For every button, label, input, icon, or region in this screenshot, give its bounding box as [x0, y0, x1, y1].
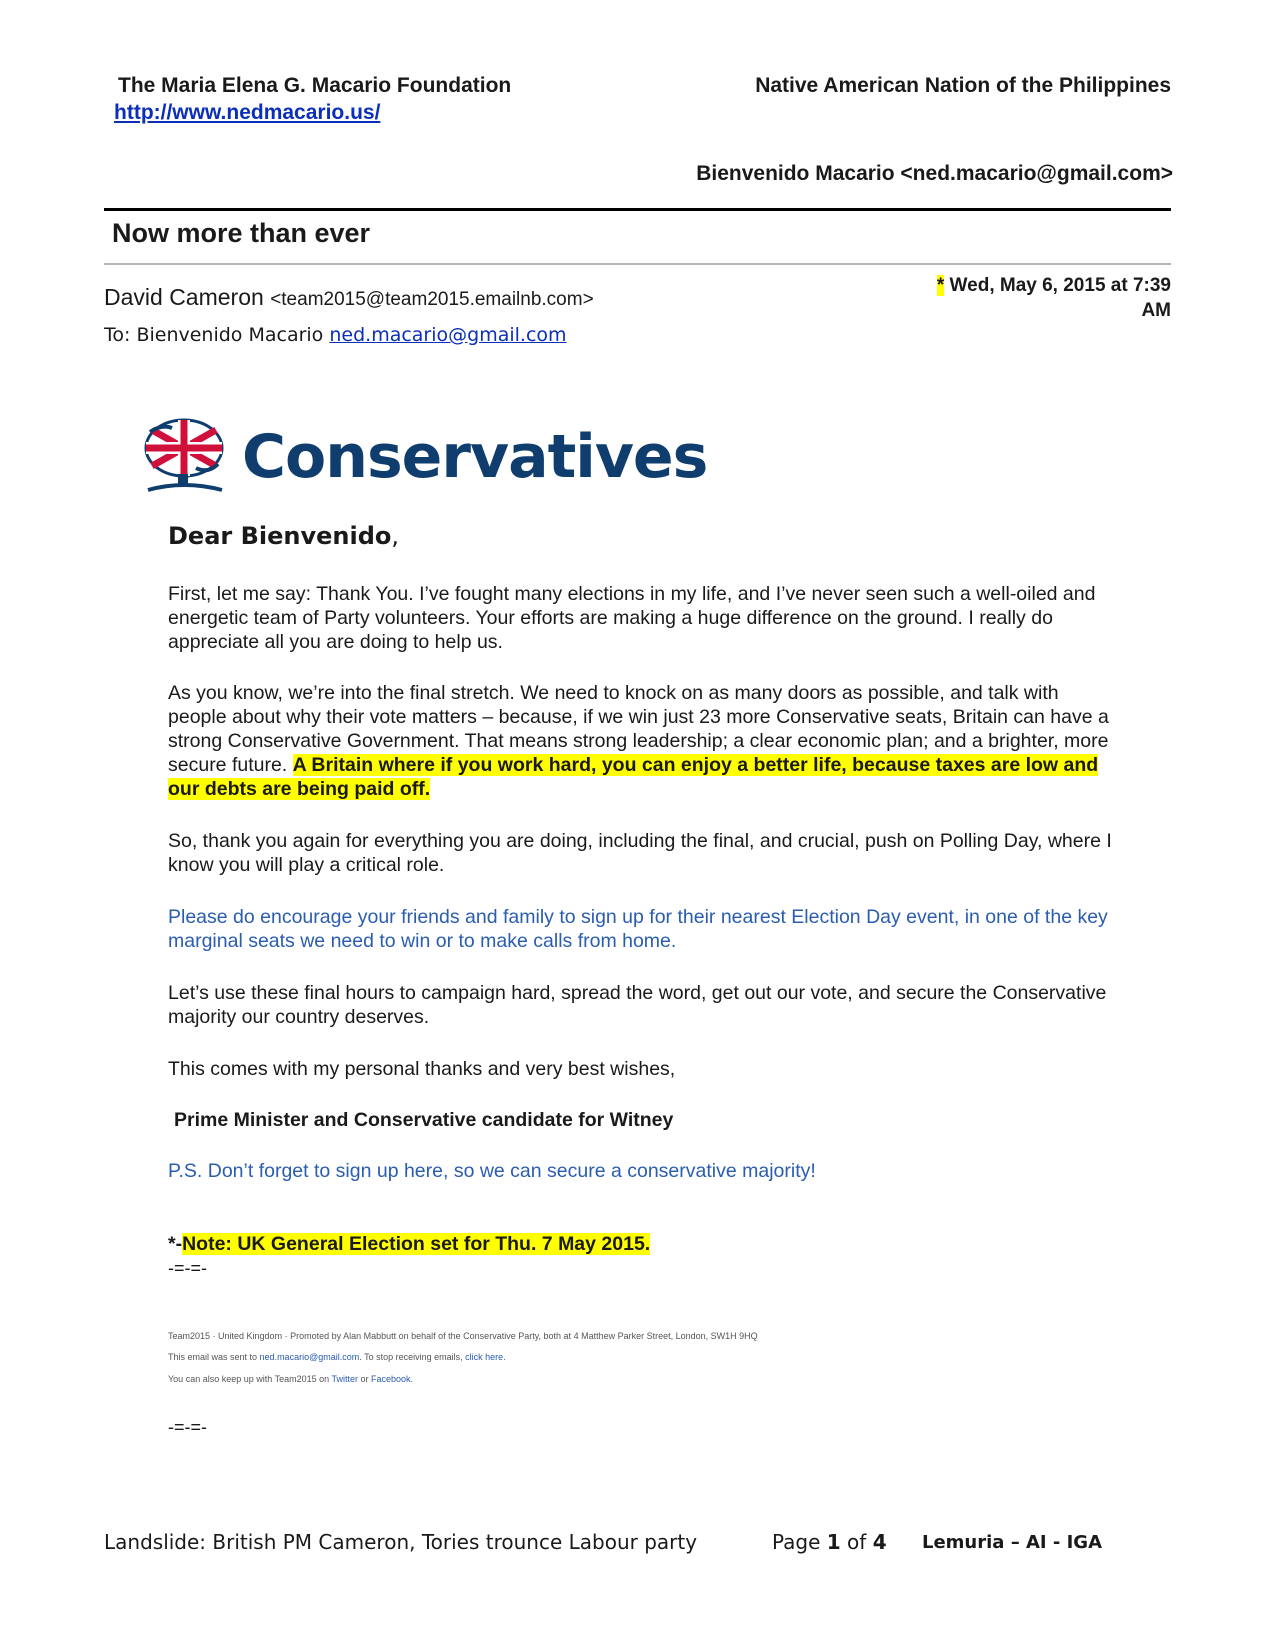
footer-title: Landslide: British PM Cameron, Tories trounce Labour party	[104, 1530, 698, 1554]
to-address-link[interactable]: ned.macario@gmail.com	[329, 324, 567, 346]
greeting-name: Dear Bienvenido	[168, 522, 392, 550]
fine-print-sent-to: This email was sent to	[168, 1352, 260, 1362]
page-of: of	[840, 1530, 873, 1554]
facebook-link[interactable]: Facebook	[371, 1374, 411, 1384]
header-divider	[104, 208, 1171, 211]
election-day-signup-link[interactable]: Please do encourage your friends and family to sign up for their nearest Election Day event, in one of the key marginal seats we need to win or to make calls from home.	[168, 906, 1108, 952]
paragraph-best-wishes: This comes with my personal thanks and very best wishes,	[168, 1058, 676, 1080]
email-date	[871, 273, 1171, 323]
sender-line	[104, 284, 594, 311]
date-line1: Wed, May 6, 2015 at 7:39	[944, 275, 1171, 296]
fine-print-stop: . To stop receiving emails,	[359, 1352, 466, 1362]
recipient-header: Bienvenido Macario <ned.macario@gmail.com>	[696, 162, 1173, 185]
signature-title: Prime Minister and Conservative candidate for Witney	[174, 1109, 674, 1131]
paragraph-final-stretch	[168, 681, 1113, 801]
date-line2: AM	[1141, 300, 1171, 321]
fine-print-unsubscribe	[168, 1352, 506, 1362]
footer-org: Lemuria – AI - IGA	[922, 1532, 1103, 1553]
ps-signup-link[interactable]: P.S. Don’t forget to sign up here, so we can secure a conservative majority!	[168, 1160, 816, 1182]
twitter-link[interactable]: Twitter	[331, 1374, 358, 1384]
paragraph-polling-day: So, thank you again for everything you are doing, including the final, and crucial, push on Polling Day, where I know you will play a critical role.	[168, 830, 1112, 876]
nation-name: Native American Nation of the Philippines	[755, 74, 1171, 97]
fine-print-keep-up: You can also keep up with Team2015 on	[168, 1374, 332, 1384]
fine-print-social	[168, 1374, 413, 1384]
page-current: 1	[826, 1530, 841, 1554]
page-label: Page	[772, 1530, 827, 1554]
paragraph-final-hours: Let’s use these final hours to campaign hard, spread the word, get out our vote, and secure the Conservative majority our country deserves.	[168, 982, 1107, 1028]
date-marker: *	[936, 275, 945, 296]
election-note	[168, 1233, 650, 1256]
separator-bottom: -=-=-	[168, 1417, 208, 1437]
logo-wordmark: Conservatives	[242, 422, 708, 492]
note-text: Note: UK General Election set for Thu. 7 May 2015.	[182, 1233, 651, 1255]
conservatives-logo	[142, 418, 708, 498]
fine-print-period: .	[503, 1352, 506, 1362]
union-jack-tree-icon	[142, 418, 232, 498]
fine-print-email-link[interactable]: ned.macario@gmail.com	[259, 1352, 360, 1362]
greeting-comma: ,	[391, 522, 400, 550]
email-subject: Now more than ever	[112, 218, 371, 248]
sender-name: David Cameron	[104, 284, 264, 310]
foundation-name: The Maria Elena G. Macario Foundation	[118, 74, 512, 97]
fine-print-or: or	[357, 1374, 371, 1384]
paragraph-final-stretch-text: As you know, we’re into the final stretch. We need to knock on as many doors as possible, and talk with people about why their vote matters – because, if we win just 23 more Conservative seats, Britain can have a strong Conservative Government. That means strong leadership; a clear economic plan; and a brighter, more secure future.	[168, 682, 1109, 776]
page-total: 4	[872, 1530, 887, 1554]
highlighted-statement: A Britain where if you work hard, you can enjoy a better life, because taxes are low and our debts are being paid off.	[168, 754, 1099, 800]
foundation-website-link[interactable]: http://www.nedmacario.us/	[114, 101, 381, 124]
note-marker: *-	[168, 1233, 183, 1255]
to-line	[104, 324, 567, 346]
fine-print-promoted: Team2015 · United Kingdom · Promoted by Alan Mabbutt on behalf of the Conservative Party, both at 4 Matthew Parker Street, London, SW1H 9HQ	[168, 1331, 758, 1341]
subject-divider	[104, 263, 1171, 265]
greeting	[168, 522, 399, 550]
paragraph-thanks: First, let me say: Thank You. I’ve fought many elections in my life, and I’ve never seen such a well-oiled and energetic team of Party volunteers. Your efforts are making a huge difference on the ground. I really do appreciate all you are doing to help us.	[168, 583, 1096, 653]
fine-print-end: .	[410, 1374, 414, 1384]
unsubscribe-link[interactable]: click here	[465, 1352, 504, 1362]
to-label: To: Bienvenido Macario	[104, 324, 330, 346]
separator-top: -=-=-	[168, 1258, 208, 1278]
footer-page-number	[772, 1530, 887, 1554]
sender-address: <team2015@team2015.emailnb.com>	[270, 289, 594, 310]
